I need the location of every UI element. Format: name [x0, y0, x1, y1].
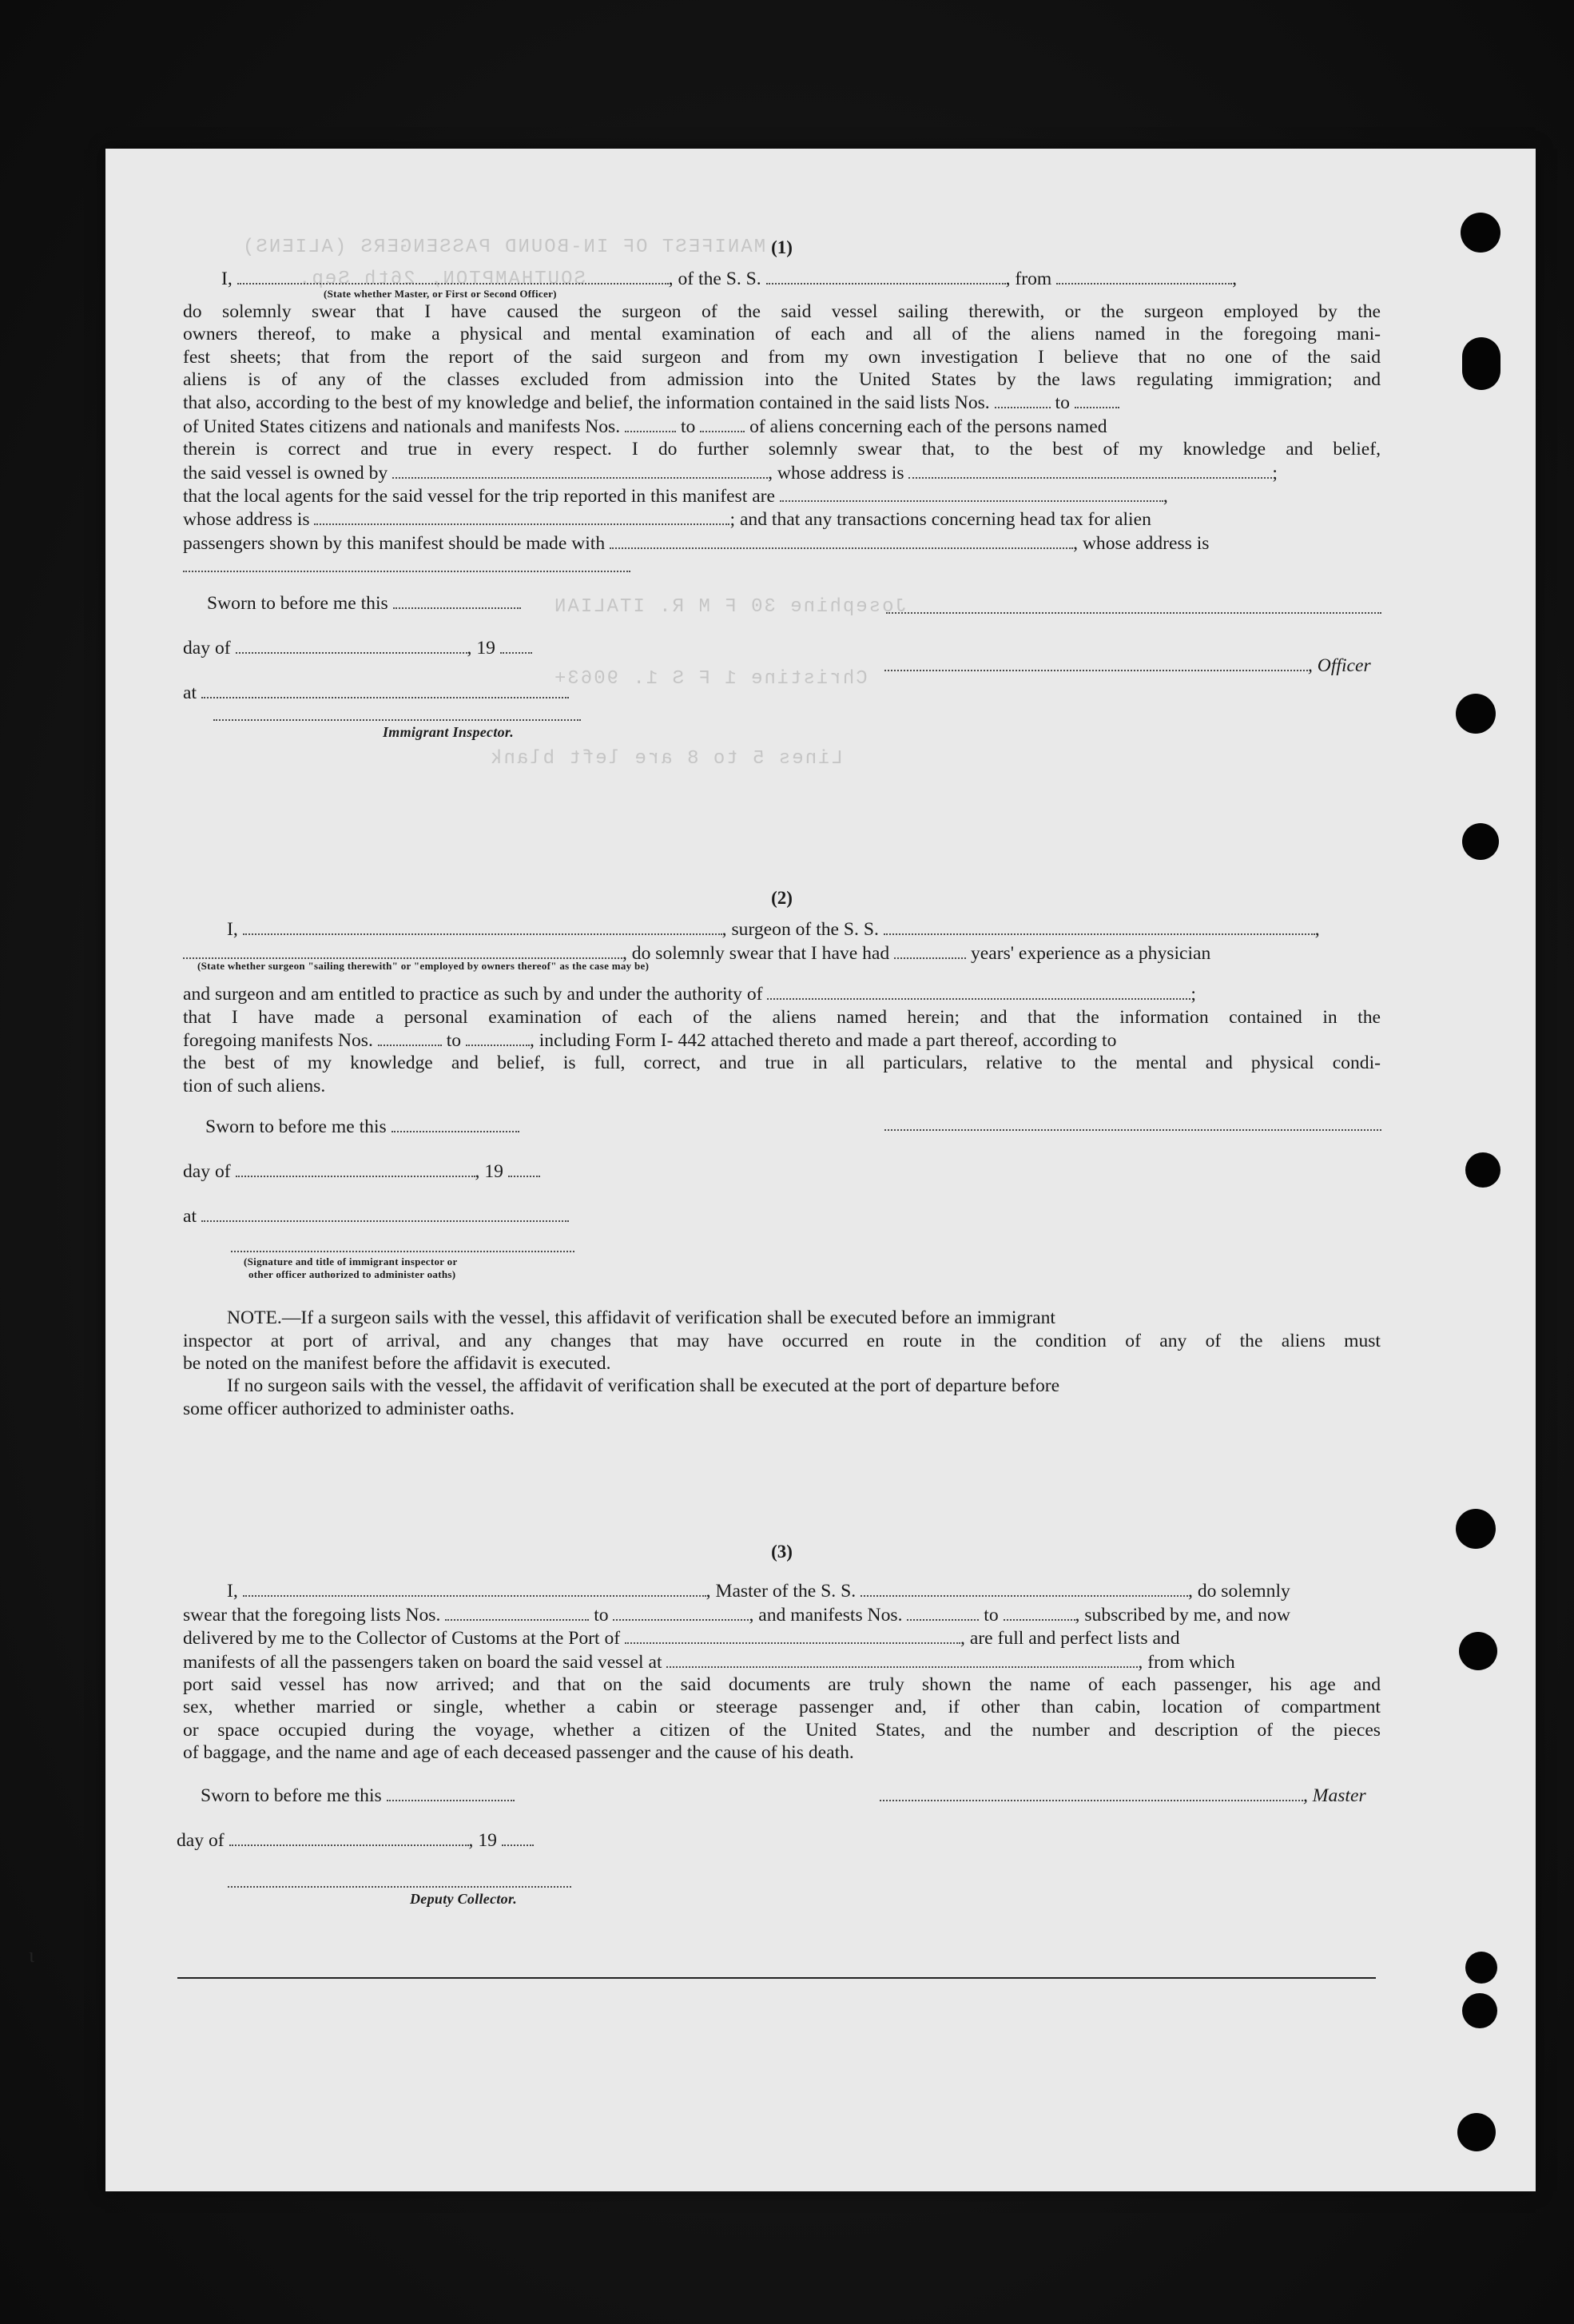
section-number: (1) — [771, 237, 793, 257]
binder-hole — [1462, 823, 1499, 860]
agents-address-field[interactable] — [314, 507, 729, 525]
day-of-month-field[interactable] — [236, 636, 467, 654]
binder-hole — [1457, 2113, 1496, 2151]
list-no-from-field[interactable] — [995, 391, 1051, 408]
port-of-arrival-field[interactable] — [625, 1626, 960, 1644]
head-tax-address-field[interactable] — [183, 555, 630, 572]
surgeon-signature-line[interactable] — [884, 1129, 1381, 1131]
signature-hint: (Signature and title of immigrant inspector or other officer authorized to administer oaths) — [244, 1256, 458, 1281]
owner-address-field[interactable] — [908, 461, 1272, 479]
binder-hole — [1456, 694, 1496, 734]
place-field[interactable] — [201, 681, 569, 698]
sworn-date-field[interactable] — [387, 1784, 515, 1801]
field-hint: (State whether surgeon "sailing therewith" or "employed by owners thereof" as the case may be) — [197, 960, 650, 973]
section-number: (2) — [771, 888, 793, 908]
manifest-no-to-field[interactable] — [700, 415, 745, 432]
vessel-owner-field[interactable] — [392, 461, 768, 479]
binder-hole — [1462, 1993, 1497, 2028]
section-number: (3) — [771, 1542, 793, 1562]
origin-port-field[interactable] — [1056, 267, 1232, 285]
binder-hole — [1465, 1152, 1500, 1188]
head-tax-contact-field[interactable] — [610, 531, 1073, 549]
deputy-collector-title: Deputy Collector. — [410, 1890, 518, 1907]
affidavit-section-2: (2) I, , surgeon of the S. S. , , do solemnly swear that I have had years' experience as a physician (State whether surgeon "sailing therewith" or "employed by owners thereof" as the case may be) and surgeon and am entitled to practice as such by and under the authority of ; that I have made a personal examination of each of the aliens named herein; and that the information contained in the foregoing manifests Nos. to , including Form I- 442 attached thereto and made a part thereof, according to the best of my knowledge and belief, is full, correct, and true in all particulars, relative to the mental and physical condi- tion of such aliens. Sworn to before me this day of , 19 at (Signature and title of immigrant inspector or other officer authorized to administer oaths) NOTE.—If a surgeon sails with the vessel, this affidavit of verification shall be executed before an immigrant inspector at port of arrival, and any changes that may have occurred en route in the condition of any of the aliens must be noted on the manifest before the affidavit is executed. If no surgeon sails with the vessel, the affidavit of verification shall be executed at the port of departure before some officer authorized to administer oaths. — [183, 888, 1381, 1419]
bleed-through-text: MANIFEST OF IN-BOUND PASSENGERS (ALIENS) — [241, 237, 766, 258]
deputy-collector-signature-line[interactable] — [228, 1886, 571, 1888]
bleed-through-text: SOUTHAMPTON, 26th Sep. — [297, 269, 586, 290]
oath-officer-signature-line[interactable] — [231, 1251, 574, 1252]
sworn-date-field[interactable] — [393, 591, 521, 609]
licensing-authority-field[interactable] — [767, 982, 1190, 1000]
officer-title-line[interactable] — [886, 612, 1381, 614]
surgeon-status-field[interactable] — [183, 941, 622, 959]
inspector-title: Immigrant Inspector. — [383, 724, 515, 741]
affidavit-section-3: (3) I, , Master of the S. S. , do solemnly swear that the foregoing lists Nos. to , and manifests Nos. to , subscribed by me, and now delivered by me to the Collector of Customs at the Port of , are full and perfect lists and manifests of all the passengers taken on board the said vessel at , from which port said vessel has now arrived; and that on the said documents are truly shown the name of each passenger, his age and sex, whether married or single, whether a cabin or steerage passenger and, if other than cabin, location of compartment or space occupied during the voyage, whether a citizen of the United States, and the number and description of the pieces of baggage, and the name and age of each deceased passenger and the cause of his death. Sworn to before me this , Master day of , 19 Deputy Collector. — [177, 1542, 1381, 1907]
master-name-field[interactable] — [243, 1579, 706, 1597]
binder-hole — [1462, 337, 1500, 390]
day-of-month-field[interactable] — [229, 1829, 469, 1846]
oath-line: I, , of the S. S. , from , — [221, 269, 1238, 290]
officer-signature-field[interactable] — [884, 654, 1308, 671]
master-list-from-field[interactable] — [445, 1603, 589, 1621]
surgeon-manifest-to-field[interactable] — [466, 1029, 530, 1046]
note-label: NOTE. — [227, 1307, 282, 1329]
surgeon-manifest-from-field[interactable] — [378, 1029, 442, 1046]
bottom-rule — [177, 1977, 1376, 1979]
bleed-through-text: Lines 5 to 8 are left blank — [489, 748, 843, 770]
binder-hole — [1456, 1509, 1496, 1549]
vessel-name-field[interactable] — [766, 267, 1006, 285]
bleed-through-text: Josephine 30 F M R. ITALIAN — [553, 596, 907, 618]
officer-name-field[interactable] — [237, 267, 669, 285]
master-vessel-field[interactable] — [861, 1579, 1188, 1597]
master-manifest-to-field[interactable] — [1004, 1603, 1075, 1621]
sworn-date-field[interactable] — [392, 1115, 519, 1132]
field-hint: (State whether Master, or First or Second Officer) — [324, 287, 557, 300]
local-agents-field[interactable] — [780, 484, 1163, 502]
binder-hole — [1461, 213, 1500, 253]
place-field[interactable] — [201, 1204, 569, 1222]
affidavit-section-1: (1) I, , of the S. S. , from , (State whether Master, or First or Second Officer) do solemnly swear that I have caused the surgeon of the said vessel sailing therewith, or the surgeon employed by the owners thereof, to make a physical and mental examination of each and all of the aliens named in the foregoing mani- fest sheets; that from the report of the said surgeon and from my own investigation I believe that no one of the said aliens is of any of the classes excluded from admission into the United States by the laws regulating immigration; and that also, according to the best of my knowledge and belief, the information contained in the said lists Nos. to of United States citizens and nationals and manifests Nos. to of aliens concerning each of the persons named therein is correct and true in every respect. I do further solemnly swear that, to the best of my knowledge and belief, the said vessel is owned by , whose address is ; that the local agents for the said vessel for the trip reported in this manifest are , whose address is ; and that any transactions concerning head tax for alien passengers shown by this manifest should be made with , whose address is Sworn to before me this day of , 19 at Immigrant Inspector. , Officer — [183, 237, 1381, 741]
margin-mark: ɩ — [29, 1944, 34, 1967]
inspector-signature-line[interactable] — [213, 719, 581, 721]
year-field[interactable] — [502, 1829, 534, 1846]
master-list-to-field[interactable] — [613, 1603, 749, 1621]
surgeon-vessel-field[interactable] — [884, 917, 1315, 935]
year-field[interactable] — [508, 1160, 540, 1177]
year-field[interactable] — [500, 636, 532, 654]
master-signature-field[interactable] — [880, 1784, 1303, 1801]
binder-hole — [1465, 1952, 1497, 1984]
surgeon-name-field[interactable] — [243, 917, 722, 935]
manifest-no-from-field[interactable] — [625, 415, 676, 432]
day-of-month-field[interactable] — [236, 1160, 475, 1177]
master-manifest-from-field[interactable] — [907, 1603, 979, 1621]
list-no-to-field[interactable] — [1075, 391, 1119, 408]
binder-hole — [1459, 1632, 1497, 1670]
bleed-through-text: Christine 1 F S 1. 9063+ — [553, 668, 868, 690]
years-experience-field[interactable] — [894, 941, 966, 959]
port-of-embarkation-field[interactable] — [666, 1650, 1138, 1668]
